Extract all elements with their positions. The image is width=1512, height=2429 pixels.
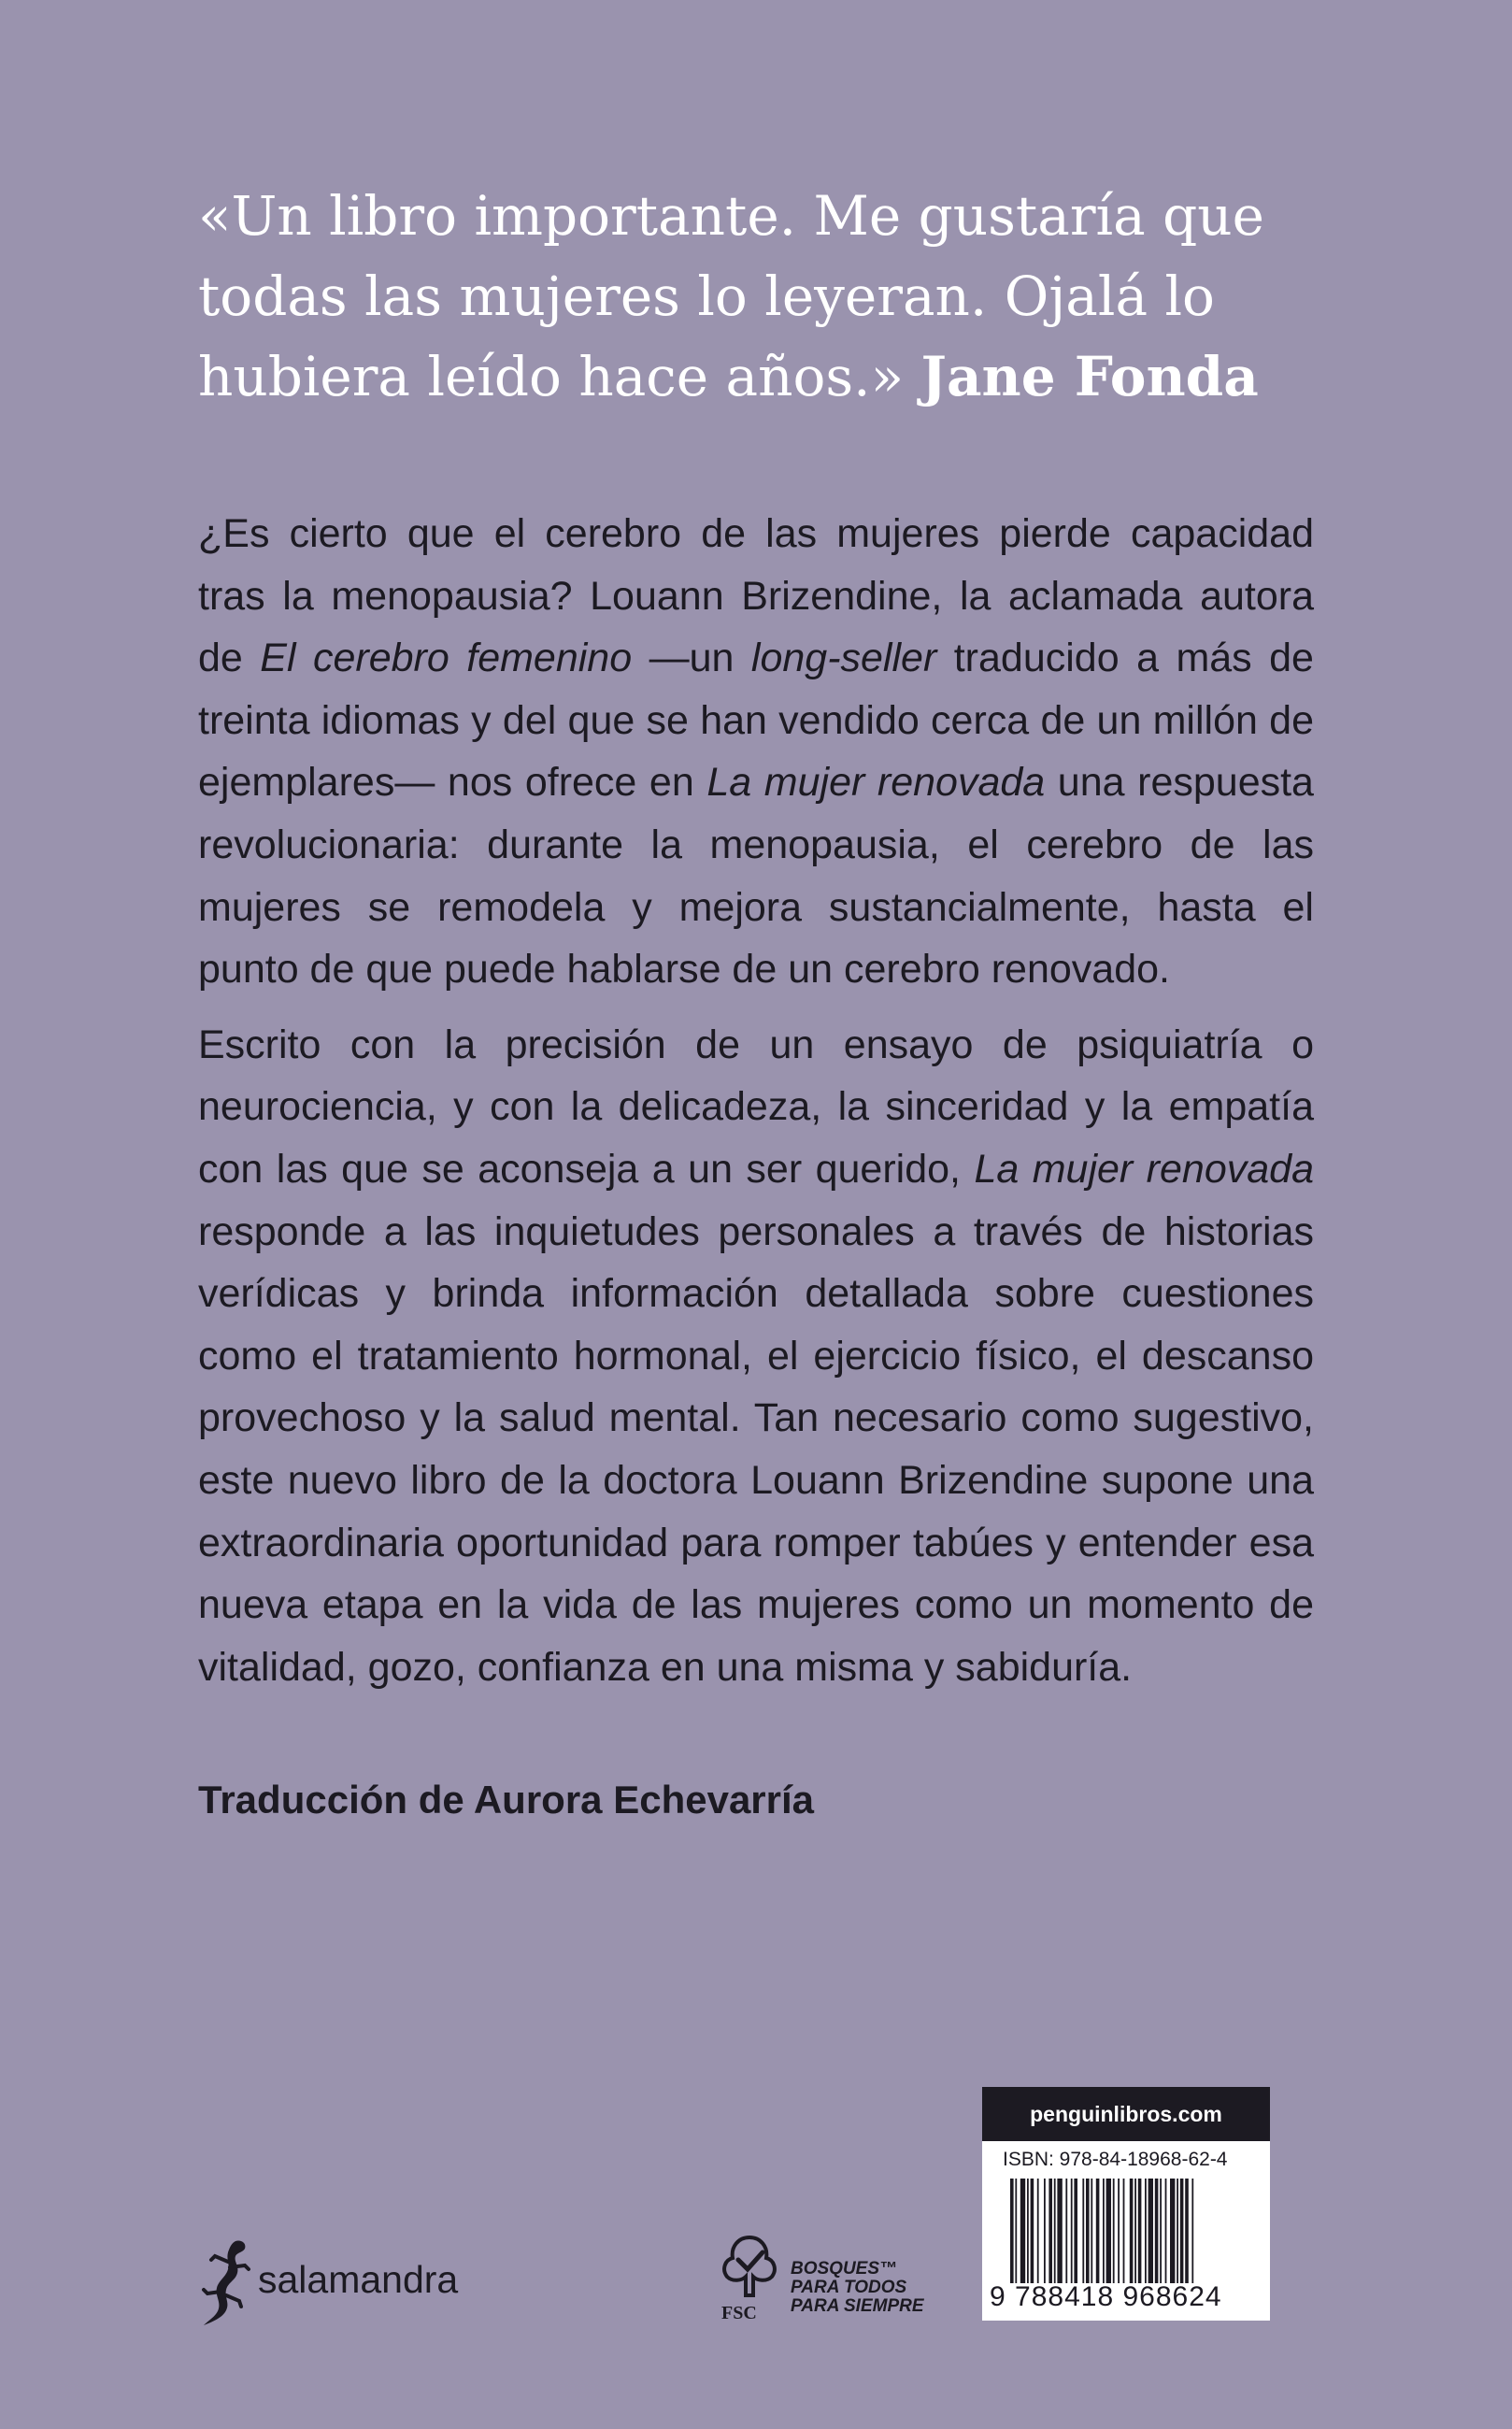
fsc-slogan-line: PARA SIEMPRE (791, 2296, 924, 2316)
barcode-panel (982, 2087, 1270, 2321)
fsc-slogan-line: BOSQUES™ (791, 2259, 898, 2279)
tree-check-icon (712, 2234, 787, 2303)
publisher-name: salamandra (258, 2258, 459, 2301)
quote-author: Jane Fonda (920, 345, 1259, 408)
back-cover-quote (198, 176, 1338, 417)
website-label: penguinlibros.com (982, 2087, 1270, 2141)
barcode-icon (1010, 2179, 1246, 2283)
book-title-reference: La mujer renovada (974, 1146, 1314, 1192)
fsc-slogan (791, 2260, 924, 2316)
quote-text: «Un libro importante. Me gustaría que todas las mujeres lo leyeran. Ojalá lo hubiera leído hace años.» (198, 184, 1264, 408)
synopsis (198, 503, 1314, 1711)
book-title-reference: La mujer renovada (706, 760, 1046, 806)
synopsis-text: —un (632, 636, 751, 681)
book-title-reference: El cerebro femenino (260, 636, 633, 681)
synopsis-text: traducido a más de treinta idiomas y del que se han vendido cerca de un millón de ejemplares— nos ofrece en (198, 636, 1314, 806)
barcode-digits: 9 788418 968624 (990, 2281, 1222, 2312)
fsc-label: FSC (721, 2303, 757, 2323)
synopsis-text: ¿Es cierto que el cerebro de las mujeres pierde capacidad tras la menopausia? Louann Brizendine, la aclamada autora de (198, 511, 1314, 681)
fsc-logo (708, 2234, 951, 2327)
synopsis-text: Escrito con la precisión de un ensayo de psiquiatría o neurociencia, y con la delicadeza, la sinceridad y la empatía con las que se aconseja a un ser querido, (198, 1022, 1314, 1192)
synopsis-paragraph-1 (198, 503, 1314, 1001)
synopsis-text: una respuesta revolucionaria: durante la menopausia, el cerebro de las mujeres se remodela y mejora sustancialmente, hasta el punto de que puede hablarse de un cerebro renovado. (198, 760, 1314, 993)
synopsis-paragraph-2 (198, 1014, 1314, 1699)
synopsis-text: responde a las inquietudes personales a través de historias verídicas y brinda información detallada sobre cuestiones como el tratamiento hormonal, el ejercicio físico, el descanso provechoso y la salud mental. Tan necesario como sugestivo, este nuevo libro de la doctora Louann Brizendine supone una extraordinaria oportunidad para romper tabúes y entender esa nueva etapa en la vida de las mujeres como un momento de vitalidad, gozo, confianza en una misma y sabiduría. (198, 1208, 1314, 1690)
salamander-icon (194, 2236, 256, 2329)
fsc-slogan-line: PARA TODOS (791, 2278, 907, 2297)
isbn-label: ISBN: 978-84-18968-62-4 (1003, 2149, 1228, 2170)
italic-term: long-seller (750, 636, 937, 681)
publisher-logo (194, 2236, 493, 2329)
translator-credit: Traducción de Aurora Echevarría (198, 1778, 815, 1822)
